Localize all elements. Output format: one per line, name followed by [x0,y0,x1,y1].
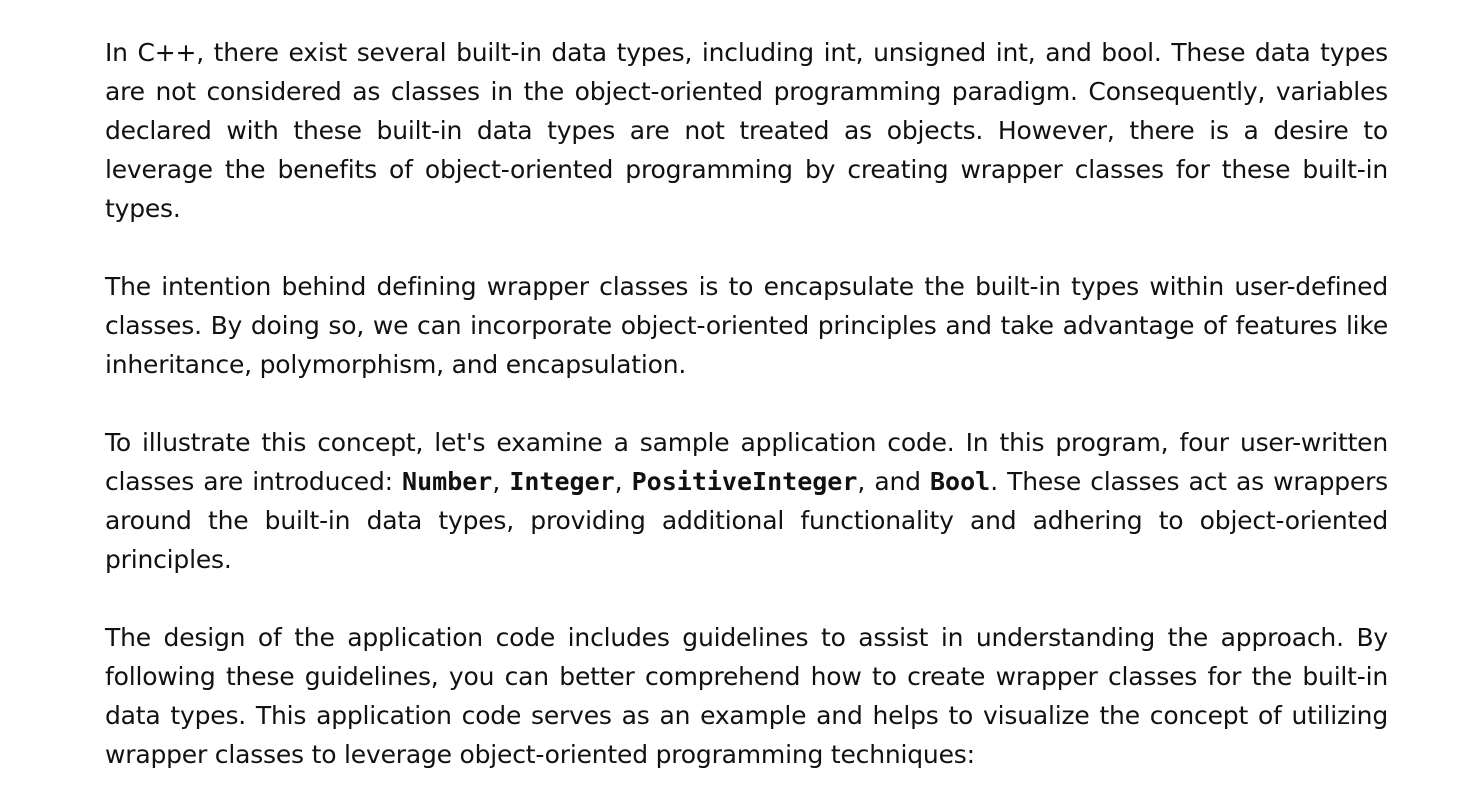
class-name-number: Number [402,467,493,496]
separator-text: , and [857,467,930,496]
class-name-integer: Integer [509,467,615,496]
separator-text: , [614,467,632,496]
paragraph-sample-classes [105,423,1388,579]
paragraph-intro-text: To illustrate this concept, let's examine a sample application code. In this program, four user-written classes are introduced: [105,428,1388,496]
document-body [105,33,1388,774]
class-name-bool: Bool [929,467,991,496]
paragraph-wrapper-intent: The intention behind defining wrapper classes is to encapsulate the built-in types within user-defined classes. By doing so, we can incorporate object-oriented principles and take advantage of features like inheritance, polymorphism, and encapsulation. [105,272,1388,379]
paragraph-builtin-types: In C++, there exist several built-in data types, including int, unsigned int, and bool. These data types are not considered as classes in the object-oriented programming paradigm. Consequently, variables declared with these built-in data types are not treated as objects. However, there is a desire to leverage the benefits of object-oriented programming by creating wrapper classes for these built-in types. [105,38,1388,223]
paragraph-design-guidelines: The design of the application code includes guidelines to assist in understanding the approach. By following these guidelines, you can better comprehend how to create wrapper classes for the built-in data types. This application code serves as an example and helps to visualize the concept of utilizing wrapper classes to leverage object-oriented programming techniques: [105,623,1388,769]
class-name-positive-integer: PositiveInteger [631,467,858,496]
separator-text: , [492,467,510,496]
paragraph-outro-text: . These classes act as wrappers around the built-in data types, providing additional functionality and adhering to object-oriented principles. [105,467,1388,574]
